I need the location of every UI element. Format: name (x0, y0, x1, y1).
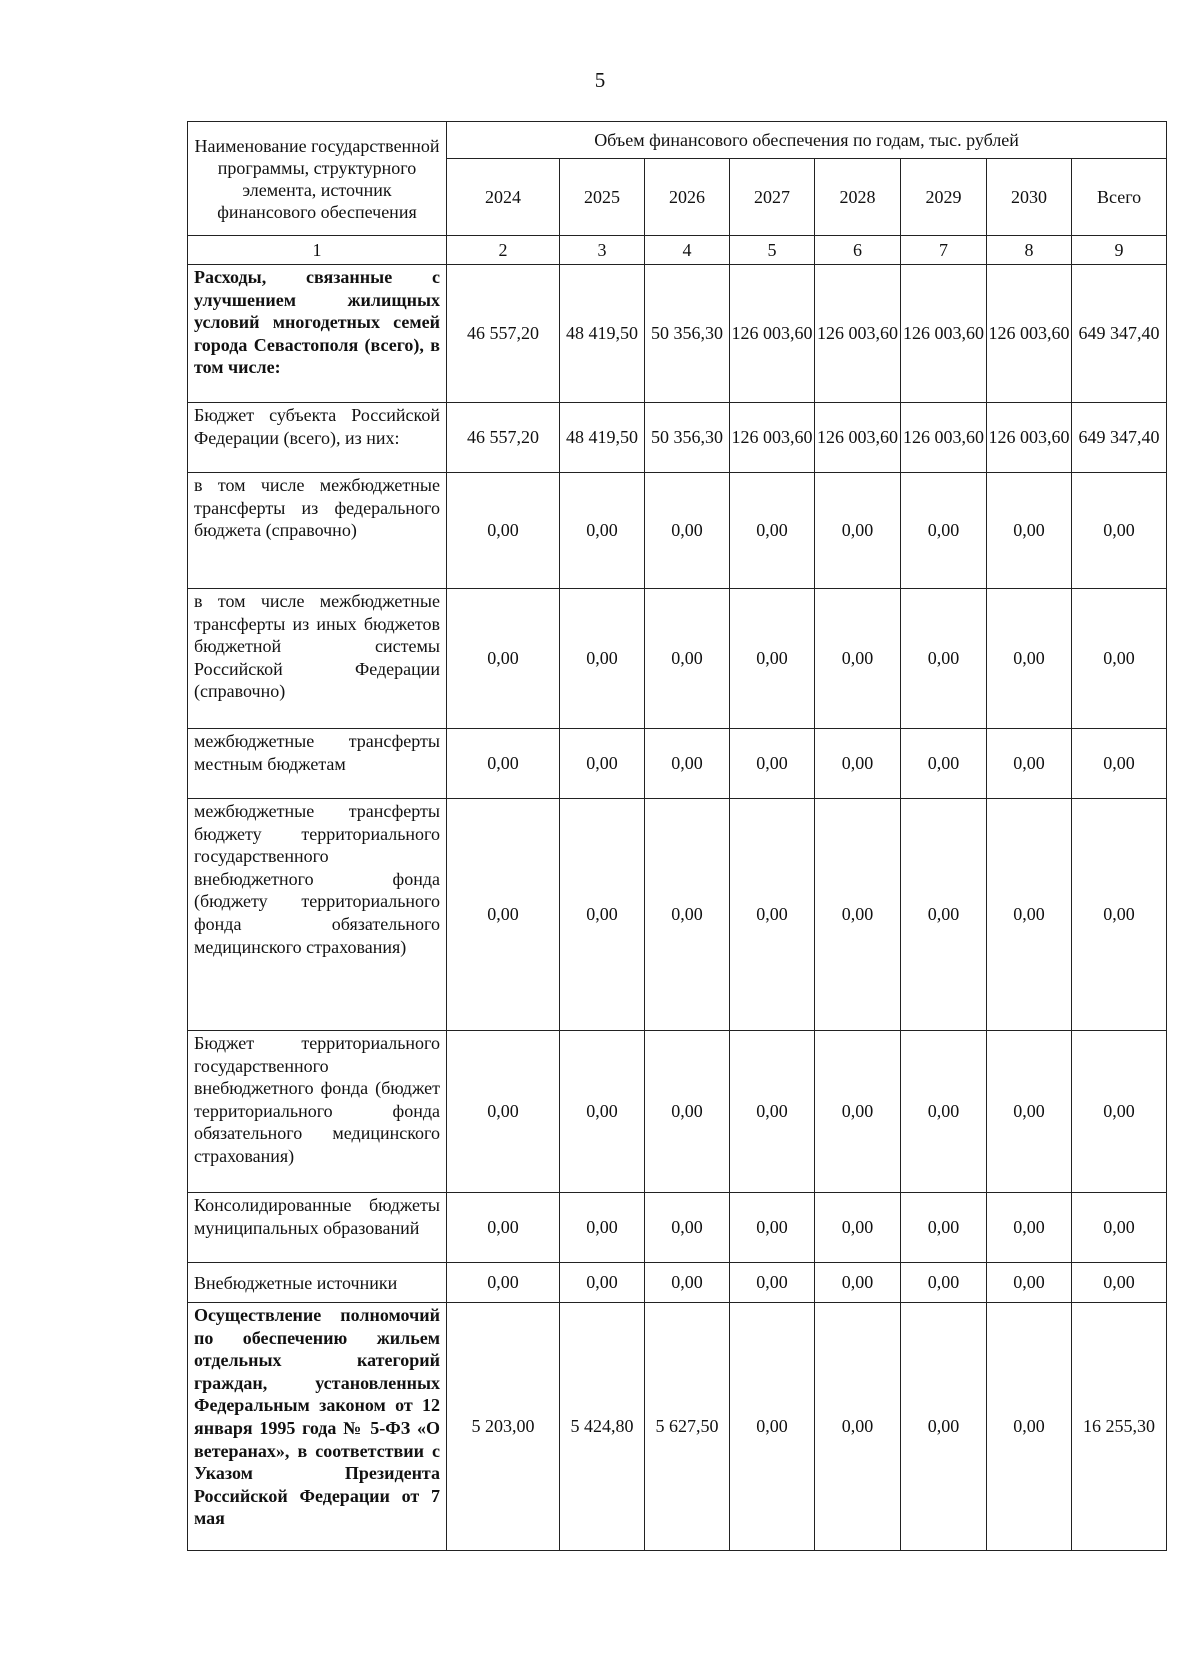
header-year: 2027 (730, 159, 815, 236)
row-value: 126 003,60 (901, 265, 987, 403)
row-value: 0,00 (447, 799, 560, 1031)
row-name: в том числе межбюджетные трансферты из иных бюджетов бюджетной системы Российской Федерации (справочно) (188, 589, 447, 729)
column-number: 7 (901, 236, 987, 265)
row-value: 0,00 (447, 1263, 560, 1303)
row-value: 126 003,60 (815, 403, 901, 473)
row-name: Расходы, связанные с улучшением жилищных условий многодетных семей города Севастополя (всего), в том числе: (188, 265, 447, 403)
row-value: 0,00 (560, 589, 645, 729)
row-value: 16 255,30 (1072, 1303, 1167, 1551)
row-value: 0,00 (815, 1263, 901, 1303)
table-row (188, 403, 1167, 473)
column-number: 9 (1072, 236, 1167, 265)
row-value: 0,00 (901, 1263, 987, 1303)
row-value: 0,00 (447, 1193, 560, 1263)
row-value: 649 347,40 (1072, 265, 1167, 403)
row-value: 50 356,30 (645, 265, 730, 403)
row-value: 0,00 (645, 473, 730, 589)
row-value: 48 419,50 (560, 403, 645, 473)
row-value: 0,00 (987, 1303, 1072, 1551)
row-value: 0,00 (1072, 1031, 1167, 1193)
row-value: 0,00 (645, 729, 730, 799)
table-row (188, 265, 1167, 403)
table-row (188, 729, 1167, 799)
row-value: 0,00 (447, 729, 560, 799)
row-value: 0,00 (730, 1263, 815, 1303)
header-year: 2030 (987, 159, 1072, 236)
row-value: 46 557,20 (447, 403, 560, 473)
column-number: 4 (645, 236, 730, 265)
row-value: 0,00 (560, 729, 645, 799)
column-number: 2 (447, 236, 560, 265)
row-value: 0,00 (815, 589, 901, 729)
column-number-row (188, 236, 1167, 265)
table-row (188, 473, 1167, 589)
row-value: 0,00 (987, 473, 1072, 589)
row-value: 0,00 (645, 589, 730, 729)
row-value: 126 003,60 (987, 265, 1072, 403)
header-year: 2024 (447, 159, 560, 236)
row-value: 0,00 (815, 799, 901, 1031)
row-name: Внебюджетные источники (188, 1263, 447, 1303)
row-value: 0,00 (987, 1193, 1072, 1263)
row-value: 0,00 (645, 799, 730, 1031)
row-value: 0,00 (447, 589, 560, 729)
header-year: 2029 (901, 159, 987, 236)
row-name: межбюджетные трансферты бюджету территориального государственного внебюджетного фонда (бюджету территориального фонда обязательного медицинского страхования) (188, 799, 447, 1031)
row-value: 0,00 (901, 729, 987, 799)
row-name: межбюджетные трансферты местным бюджетам (188, 729, 447, 799)
row-value: 0,00 (645, 1263, 730, 1303)
row-value: 0,00 (1072, 799, 1167, 1031)
row-value: 0,00 (730, 1031, 815, 1193)
row-name: Бюджет территориального государственного внебюджетного фонда (бюджет территориального фонда обязательного медицинского страхования) (188, 1031, 447, 1193)
row-value: 46 557,20 (447, 265, 560, 403)
row-value: 0,00 (730, 589, 815, 729)
header-total: Всего (1072, 159, 1167, 236)
row-value: 0,00 (815, 1193, 901, 1263)
row-value: 0,00 (730, 1303, 815, 1551)
row-value: 0,00 (447, 473, 560, 589)
row-value: 0,00 (901, 1303, 987, 1551)
column-number: 3 (560, 236, 645, 265)
row-value: 0,00 (730, 729, 815, 799)
row-value: 126 003,60 (730, 265, 815, 403)
row-value: 0,00 (560, 1193, 645, 1263)
row-value: 0,00 (560, 799, 645, 1031)
row-value: 0,00 (987, 799, 1072, 1031)
column-number: 1 (188, 236, 447, 265)
row-name: Осуществление полномочий по обеспечению жильем отдельных категорий граждан, установленных Федеральным законом от 12 января 1995 года № 5-ФЗ «О ветеранах», в соответствии с Указом Президента Российской Федерации от 7 мая (188, 1303, 447, 1551)
row-value: 0,00 (560, 1031, 645, 1193)
row-value: 5 627,50 (645, 1303, 730, 1551)
row-value: 50 356,30 (645, 403, 730, 473)
row-value: 0,00 (1072, 1263, 1167, 1303)
row-value: 0,00 (560, 473, 645, 589)
row-value: 0,00 (815, 1031, 901, 1193)
row-value: 649 347,40 (1072, 403, 1167, 473)
row-value: 0,00 (987, 1031, 1072, 1193)
table-row (188, 589, 1167, 729)
row-value: 0,00 (1072, 729, 1167, 799)
header-year: 2028 (815, 159, 901, 236)
row-value: 0,00 (447, 1031, 560, 1193)
row-value: 0,00 (645, 1031, 730, 1193)
row-value: 126 003,60 (901, 403, 987, 473)
row-value: 0,00 (815, 1303, 901, 1551)
table-row (188, 1303, 1167, 1551)
table-row (188, 1263, 1167, 1303)
header-year: 2025 (560, 159, 645, 236)
row-value: 126 003,60 (815, 265, 901, 403)
row-value: 0,00 (901, 473, 987, 589)
row-value: 0,00 (1072, 589, 1167, 729)
header-group: Объем финансового обеспечения по годам, тыс. рублей (447, 122, 1167, 159)
row-value: 0,00 (815, 473, 901, 589)
header-year: 2026 (645, 159, 730, 236)
header-row-group (188, 122, 1167, 159)
row-value: 0,00 (987, 729, 1072, 799)
row-value: 0,00 (1072, 1193, 1167, 1263)
row-value: 0,00 (730, 1193, 815, 1263)
row-name: Бюджет субъекта Российской Федерации (всего), из них: (188, 403, 447, 473)
column-number: 8 (987, 236, 1072, 265)
row-value: 48 419,50 (560, 265, 645, 403)
row-value: 0,00 (901, 1031, 987, 1193)
row-name: в том числе межбюджетные трансферты из федерального бюджета (справочно) (188, 473, 447, 589)
row-value: 0,00 (901, 589, 987, 729)
row-value: 0,00 (987, 589, 1072, 729)
row-value: 126 003,60 (987, 403, 1072, 473)
row-name: Консолидированные бюджеты муниципальных образований (188, 1193, 447, 1263)
header-name: Наименование государственной программы, структурного элемента, источник финансового обеспечения (188, 122, 447, 236)
financing-table (187, 121, 1167, 1551)
row-value: 126 003,60 (730, 403, 815, 473)
row-value: 5 203,00 (447, 1303, 560, 1551)
row-value: 0,00 (1072, 473, 1167, 589)
column-number: 5 (730, 236, 815, 265)
row-value: 0,00 (901, 799, 987, 1031)
table-row (188, 1193, 1167, 1263)
row-value: 0,00 (901, 1193, 987, 1263)
column-number: 6 (815, 236, 901, 265)
table-row (188, 1031, 1167, 1193)
row-value: 0,00 (987, 1263, 1072, 1303)
row-value: 5 424,80 (560, 1303, 645, 1551)
row-value: 0,00 (815, 729, 901, 799)
table-row (188, 799, 1167, 1031)
row-value: 0,00 (730, 799, 815, 1031)
row-value: 0,00 (645, 1193, 730, 1263)
row-value: 0,00 (730, 473, 815, 589)
page-number: 5 (594, 68, 606, 92)
row-value: 0,00 (560, 1263, 645, 1303)
